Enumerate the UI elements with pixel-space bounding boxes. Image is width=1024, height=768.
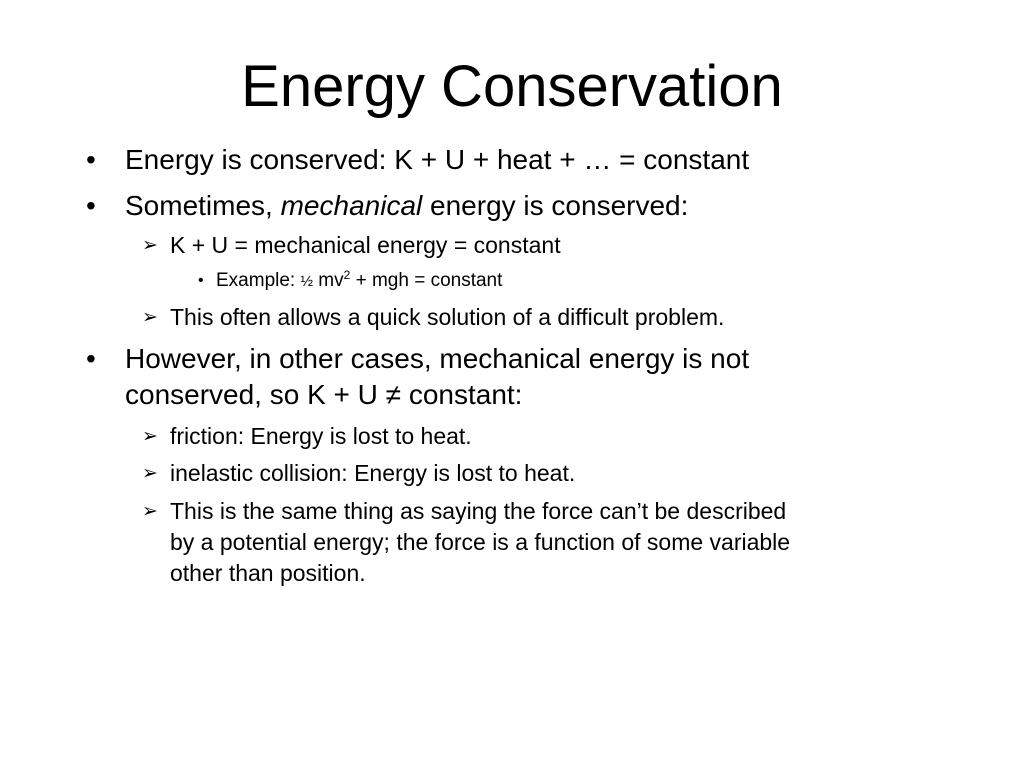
bullet-text-suffix: energy is conserved: (422, 190, 689, 221)
bullet-marker: • (86, 190, 96, 221)
sub-bullet-text-line: by a potential energy; the force is a function of some variable (170, 529, 791, 555)
bullet-text-line: However, in other cases, mechanical energy is not (125, 343, 750, 374)
bullet-marker: • (198, 272, 204, 289)
sub-bullet-text-line: other than position. (170, 560, 366, 586)
arrow-bullet-icon: ➢ (142, 463, 158, 484)
fraction-half: ½ (300, 273, 313, 290)
arrow-bullet-icon: ➢ (142, 426, 158, 447)
example-text (216, 268, 502, 294)
superscript-two: 2 (343, 268, 351, 282)
bullet-text: Energy is conserved: K + U + heat + … = constant (125, 144, 750, 175)
bullet-text-line: conserved, so K + U ≠ constant: (125, 379, 523, 410)
slide-title: Energy Conservation (241, 54, 783, 119)
arrow-bullet-icon: ➢ (142, 235, 158, 256)
sub-bullet-text-line: This is the same thing as saying the force can’t be described (170, 498, 787, 524)
example-mv: mv (313, 270, 344, 291)
sub-bullet-text: This often allows a quick solution of a difficult problem. (170, 304, 725, 330)
example-suffix: + mgh = constant (350, 270, 503, 291)
arrow-bullet-icon: ➢ (142, 307, 158, 328)
emphasis-text: mechanical (280, 190, 423, 221)
bullet-text (125, 188, 688, 224)
bullet-text-prefix: Sometimes, (125, 190, 281, 221)
bullet-marker: • (86, 343, 96, 374)
bullet-marker: • (86, 144, 96, 175)
arrow-bullet-icon: ➢ (142, 501, 158, 522)
sub-bullet-text: friction: Energy is lost to heat. (170, 423, 472, 449)
sub-bullet-text: K + U = mechanical energy = constant (170, 232, 561, 258)
example-prefix: Example: (216, 270, 301, 291)
sub-bullet-text: inelastic collision: Energy is lost to heat. (170, 460, 576, 486)
